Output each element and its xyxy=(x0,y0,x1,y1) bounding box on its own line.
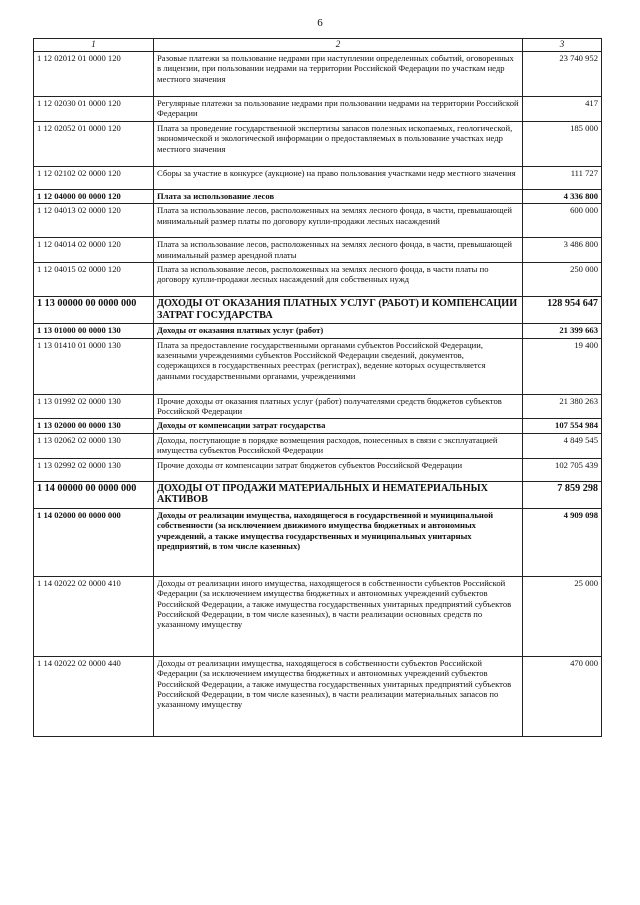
revenue-name-cell: Плата за проведение государственной экспертизы запасов полезных ископаемых, геологической, экономической и экологической информации о предоставляемых в пользование участках недр местного значения xyxy=(154,121,523,166)
table-row xyxy=(34,338,602,394)
amount-cell: 4 849 545 xyxy=(523,433,602,458)
budget-code-cell: 1 13 02000 00 0000 130 xyxy=(34,419,154,433)
amount-cell: 3 486 800 xyxy=(523,238,602,263)
budget-code-cell: 1 12 02102 02 0000 120 xyxy=(34,166,154,189)
header-col-1: 1 xyxy=(34,39,154,52)
amount-cell: 21 399 663 xyxy=(523,324,602,338)
table-row xyxy=(34,481,602,508)
amount-cell: 7 859 298 xyxy=(523,481,602,508)
revenue-name-cell: Доходы, поступающие в порядке возмещения расходов, понесенных в связи с эксплуатацией имущества субъектов Российской Федерации xyxy=(154,433,523,458)
table-row xyxy=(34,166,602,189)
table-row xyxy=(34,394,602,419)
amount-cell: 23 740 952 xyxy=(523,52,602,97)
revenue-name-cell: Доходы от реализации имущества, находящегося в государственной и муниципальной собственности (за исключением движимого имущества бюджетных и автономных учреждений, а также имущества государственных и муниципальных унитарных предприятий, в том числе казенных) xyxy=(154,508,523,576)
header-col-2: 2 xyxy=(154,39,523,52)
amount-cell: 600 000 xyxy=(523,204,602,238)
budget-code-cell: 1 13 01000 00 0000 130 xyxy=(34,324,154,338)
table-row xyxy=(34,433,602,458)
revenue-name-cell: Плата за использование лесов, расположенных на землях лесного фонда, в части, превышающей минимальный размер арендной платы xyxy=(154,238,523,263)
budget-code-cell: 1 14 02000 00 0000 000 xyxy=(34,508,154,576)
budget-code-cell: 1 12 04000 00 0000 120 xyxy=(34,189,154,203)
table-row xyxy=(34,656,602,736)
revenue-name-cell: Плата за предоставление государственными органами субъектов Российской Федерации, казенными учреждениями субъектов Российской Федерации сведений, документов, содержащихся в государственных реестрах (регистрах), ведение которых осуществляется данными государственными органами, учреждениями xyxy=(154,338,523,394)
table-row xyxy=(34,238,602,263)
budget-code-cell: 1 13 01410 01 0000 130 xyxy=(34,338,154,394)
revenue-table-body xyxy=(34,39,602,737)
amount-cell: 128 954 647 xyxy=(523,297,602,324)
budget-code-cell: 1 14 00000 00 0000 000 xyxy=(34,481,154,508)
revenue-name-cell: Доходы от реализации имущества, находящегося в собственности субъектов Российской Федерации (за исключением имущества бюджетных и автономных учреждений субъектов Российской Федерации, а также имущества государственных унитарных предприятий субъектов Российской Федерации, в том числе казенных), в части реализации материальных запасов по указанному имуществу xyxy=(154,656,523,736)
revenue-table xyxy=(33,38,602,737)
header-col-3: 3 xyxy=(523,39,602,52)
revenue-name-cell: Доходы от реализации иного имущества, находящегося в собственности субъектов Российской Федерации (за исключением имущества бюджетных и автономных учреждений субъектов Российской Федерации, а также имущества государственных унитарных предприятий субъектов Российской Федерации, в том числе казенных), в части реализации основных средств по указанному имуществу xyxy=(154,576,523,656)
budget-code-cell: 1 13 02992 02 0000 130 xyxy=(34,458,154,481)
amount-cell: 417 xyxy=(523,97,602,122)
table-row xyxy=(34,458,602,481)
table-row xyxy=(34,121,602,166)
budget-code-cell: 1 12 04014 02 0000 120 xyxy=(34,238,154,263)
amount-cell: 4 909 098 xyxy=(523,508,602,576)
table-row xyxy=(34,204,602,238)
amount-cell: 21 380 263 xyxy=(523,394,602,419)
table-row xyxy=(34,419,602,433)
revenue-name-cell: Сборы за участие в конкурсе (аукционе) на право пользования участками недр местного значения xyxy=(154,166,523,189)
table-header-row xyxy=(34,39,602,52)
revenue-name-cell: Прочие доходы от оказания платных услуг (работ) получателями средств бюджетов субъектов Российской Федерации xyxy=(154,394,523,419)
revenue-name-cell: Регулярные платежи за пользование недрами при пользовании недрами на территории Российской Федерации xyxy=(154,97,523,122)
table-row xyxy=(34,189,602,203)
table-row xyxy=(34,324,602,338)
budget-code-cell: 1 12 04015 02 0000 120 xyxy=(34,263,154,297)
budget-code-cell: 1 12 04013 02 0000 120 xyxy=(34,204,154,238)
amount-cell: 25 000 xyxy=(523,576,602,656)
budget-code-cell: 1 13 00000 00 0000 000 xyxy=(34,297,154,324)
page-number: 6 xyxy=(317,17,323,29)
amount-cell: 102 705 439 xyxy=(523,458,602,481)
budget-code-cell: 1 12 02030 01 0000 120 xyxy=(34,97,154,122)
amount-cell: 185 000 xyxy=(523,121,602,166)
revenue-name-cell: Плата за использование лесов, расположенных на землях лесного фонда, в части, превышающей минимальный размер платы по договору купли-продажи лесных насаждений xyxy=(154,204,523,238)
amount-cell: 107 554 984 xyxy=(523,419,602,433)
table-row xyxy=(34,576,602,656)
amount-cell: 111 727 xyxy=(523,166,602,189)
revenue-name-cell: Плата за использование лесов xyxy=(154,189,523,203)
revenue-name-cell: Плата за использование лесов, расположенных на землях лесного фонда, в части платы по договору купли-продажи лесных насаждений для собственных нужд xyxy=(154,263,523,297)
table-row xyxy=(34,297,602,324)
budget-code-cell: 1 13 01992 02 0000 130 xyxy=(34,394,154,419)
revenue-name-cell: ДОХОДЫ ОТ ОКАЗАНИЯ ПЛАТНЫХ УСЛУГ (РАБОТ) И КОМПЕНСАЦИИ ЗАТРАТ ГОСУДАРСТВА xyxy=(154,297,523,324)
table-row xyxy=(34,97,602,122)
revenue-name-cell: Прочие доходы от компенсации затрат бюджетов субъектов Российской Федерации xyxy=(154,458,523,481)
budget-code-cell: 1 14 02022 02 0000 410 xyxy=(34,576,154,656)
budget-code-cell: 1 12 02012 01 0000 120 xyxy=(34,52,154,97)
table-row xyxy=(34,52,602,97)
budget-code-cell: 1 14 02022 02 0000 440 xyxy=(34,656,154,736)
revenue-name-cell: Доходы от оказания платных услуг (работ) xyxy=(154,324,523,338)
table-row xyxy=(34,263,602,297)
budget-code-cell: 1 13 02062 02 0000 130 xyxy=(34,433,154,458)
amount-cell: 250 000 xyxy=(523,263,602,297)
revenue-name-cell: ДОХОДЫ ОТ ПРОДАЖИ МАТЕРИАЛЬНЫХ И НЕМАТЕРИАЛЬНЫХ АКТИВОВ xyxy=(154,481,523,508)
revenue-name-cell: Разовые платежи за пользование недрами при наступлении определенных событий, оговоренных в лицензии, при пользовании недрами на территории Российской Федерации по участкам недр местного значения xyxy=(154,52,523,97)
table-row xyxy=(34,508,602,576)
amount-cell: 470 000 xyxy=(523,656,602,736)
budget-code-cell: 1 12 02052 01 0000 120 xyxy=(34,121,154,166)
revenue-name-cell: Доходы от компенсации затрат государства xyxy=(154,419,523,433)
amount-cell: 4 336 800 xyxy=(523,189,602,203)
amount-cell: 19 400 xyxy=(523,338,602,394)
